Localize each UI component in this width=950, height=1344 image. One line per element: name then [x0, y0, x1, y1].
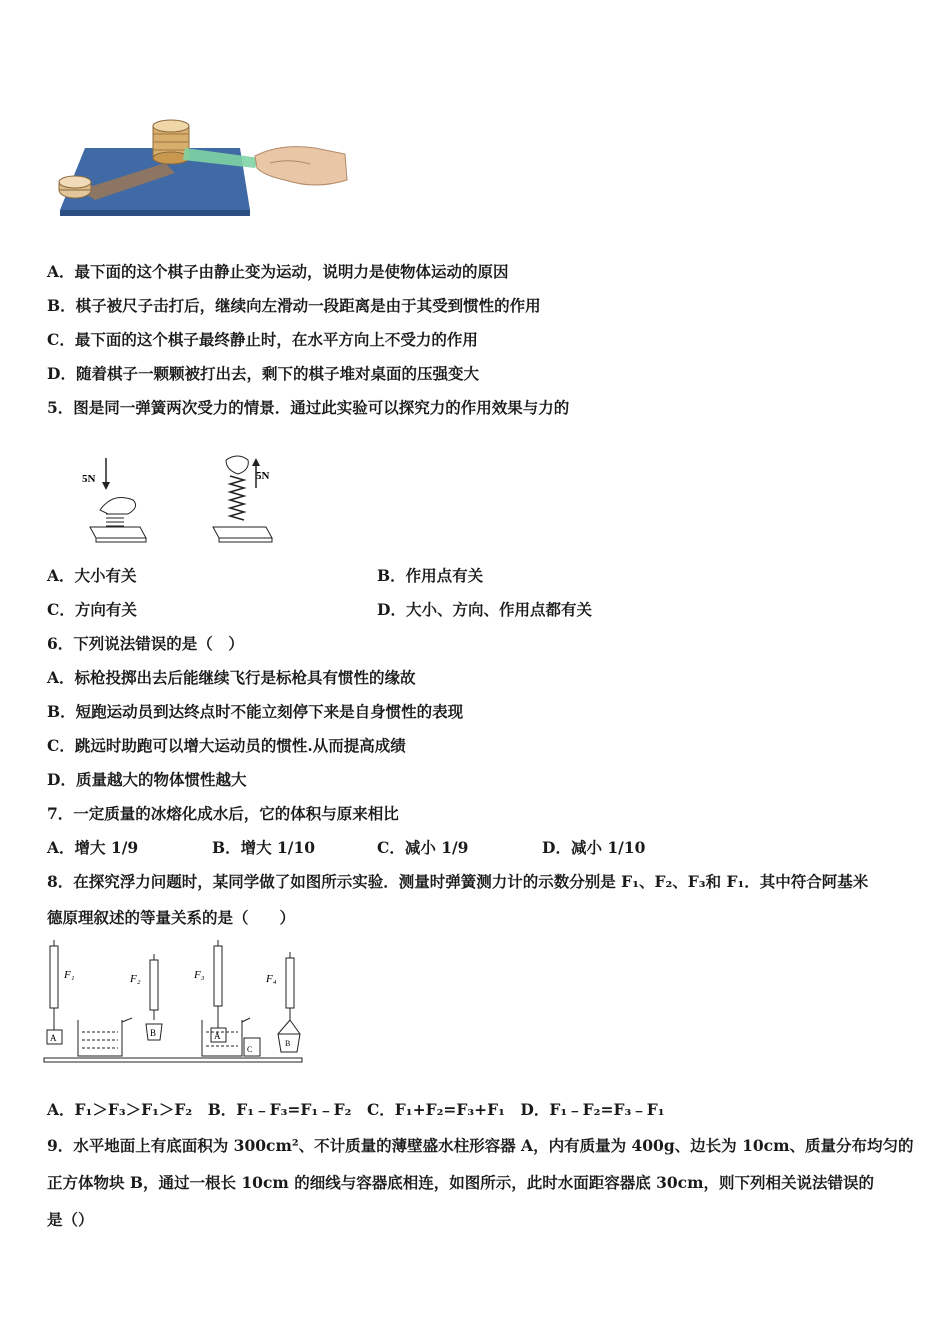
q8-options: A．F₁＞F₃＞F₁＞F₂ B．F₁﹣F₃=F₁﹣F₂ C．F₁+F₂=F₃+F₁ D．F₁﹣F₂=F₃﹣F₁ — [47, 1100, 665, 1119]
f1-label: F₁ — [64, 969, 75, 981]
q4-option-d: D．随着棋子一颗颗被打出去，剩下的棋子堆对桌面的压强变大 — [47, 364, 479, 383]
f2-label: F₂ — [130, 973, 141, 985]
q6-option-a: A．标枪投掷出去后能继续飞行是标枪具有惯性的缘故 — [47, 668, 416, 687]
f4-label: F₄ — [266, 973, 277, 985]
q9-line2: 正方体物块 B，通过一根长 10cm 的细线与容器底相连，如图所示，此时水面距容器底 30cm，则下列相关说法错误的 — [47, 1173, 875, 1192]
q6-option-b: B．短跑运动员到达终点时不能立刻停下来是自身惯性的表现 — [47, 702, 464, 721]
q7-stem: 7．一定质量的冰熔化成水后，它的体积与原来相比 — [47, 804, 399, 823]
q4-option-b: B．棋子被尺子击打后，继续向左滑动一段距离是由于其受到惯性的作用 — [47, 296, 541, 315]
q5-option-d: D．大小、方向、作用点都有关 — [377, 600, 592, 619]
q6-option-d: D．质量越大的物体惯性越大 — [47, 770, 247, 789]
q7-option-a: A．增大 1/9 — [47, 838, 139, 857]
buoyancy-figure — [42, 940, 304, 1068]
q6-stem: 6．下列说法错误的是（ ） — [47, 634, 244, 653]
cup-c-label: C — [247, 1045, 253, 1054]
q7-option-c: C．减小 1/9 — [377, 838, 469, 857]
q9-line1: 9．水平地面上有底面积为 300cm²、不计质量的薄壁盛水柱形容器 A，内有质量为 400g、边长为 10cm、质量分布均匀的 — [47, 1136, 914, 1155]
q6-option-c: C．跳远时助跑可以增大运动员的惯性.从而提高成绩 — [47, 736, 406, 755]
bucket-b2-label: B — [285, 1039, 291, 1048]
block-a1-label: A — [50, 1033, 57, 1043]
q8-stem-line2: 德原理叙述的等量关系的是（ ） — [47, 908, 296, 927]
spring-figure — [78, 452, 278, 552]
q5-stem: 5．图是同一弹簧两次受力的情景．通过此实验可以探究力的作用效果与力的 — [47, 398, 570, 417]
q4-option-c: C．最下面的这个棋子最终静止时，在水平方向上不受力的作用 — [47, 330, 478, 349]
q8-stem-line1: 8．在探究浮力问题时，某同学做了如图所示实验．测量时弹簧测力计的示数分别是 F₁、F₂、F₃和 F₁．其中符合阿基米 — [47, 872, 869, 891]
bucket-b1-label: B — [150, 1028, 157, 1038]
block-a2-label: A — [214, 1031, 221, 1041]
q5-option-a: A．大小有关 — [47, 566, 137, 585]
q5-option-c: C．方向有关 — [47, 600, 137, 619]
q9-line3: 是（） — [47, 1210, 94, 1229]
q5-option-b: B．作用点有关 — [377, 566, 484, 585]
q7-option-b: B．增大 1/10 — [212, 838, 316, 857]
force-label-right: 5N — [256, 470, 270, 482]
q4-option-a: A．最下面的这个棋子由静止变为运动，说明力是使物体运动的原因 — [47, 262, 509, 281]
force-label-left: 5N — [82, 473, 96, 485]
f3-label: F₃ — [194, 969, 205, 981]
q7-option-d: D．减小 1/10 — [542, 838, 646, 857]
chess-strike-figure — [55, 118, 350, 218]
